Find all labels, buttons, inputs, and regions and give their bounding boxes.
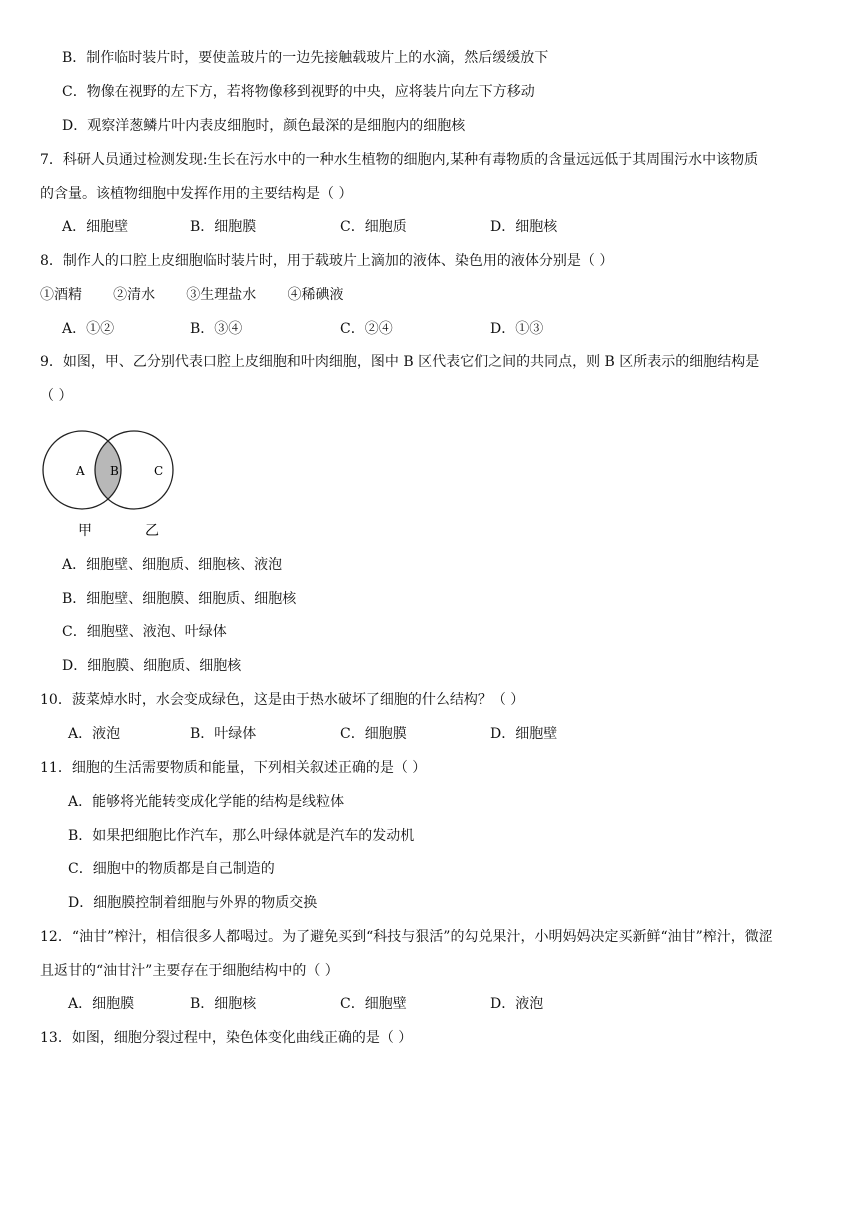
q10-stem: 10．菠菜焯水时，水会变成绿色，这是由于热水破坏了细胞的什么结构？（ ）	[40, 692, 525, 708]
q11-option-b: B．如果把细胞比作汽车，那么叶绿体就是汽车的发动机	[68, 828, 415, 844]
q7-stem-line1: 7．科研人员通过检测发现:生长在污水中的一种水生植物的细胞内,某种有毒物质的含量远远低于其周围污水中该物质	[40, 152, 759, 168]
venn-label-b: B	[110, 464, 119, 478]
q10-option-d: D．细胞壁	[490, 726, 558, 742]
venn-name-right: 乙	[145, 523, 159, 539]
q12-option-c: C．细胞壁	[340, 996, 407, 1012]
q7-option-a: A．细胞壁	[62, 219, 129, 235]
q10-option-c: C．细胞膜	[340, 726, 407, 742]
q9-option-c: C．细胞壁、液泡、叶绿体	[62, 624, 227, 640]
q8-option-b: B．③④	[190, 321, 243, 337]
q6-option-c: C．物像在视野的左下方，若将物像移到视野的中央，应将装片向左下方移动	[62, 84, 535, 100]
q6-option-b: B．制作临时装片时，要使盖玻片的一边先接触载玻片上的水滴，然后缓缓放下	[62, 50, 549, 66]
q7-option-d: D．细胞核	[490, 219, 558, 235]
venn-label-a: A	[76, 464, 85, 478]
venn-name-left: 甲	[78, 523, 92, 539]
q9-stem-line1: 9．如图，甲、乙分别代表口腔上皮细胞和叶肉细胞，图中 B 区代表它们之间的共同点，则 B 区所表示的细胞结构是	[40, 354, 760, 370]
q11-option-c: C．细胞中的物质都是自己制造的	[68, 861, 275, 877]
q12-stem-line2: 且返甘的“油甘汁”主要存在于细胞结构中的（ ）	[40, 963, 339, 979]
q9-option-b: B．细胞壁、细胞膜、细胞质、细胞核	[62, 591, 297, 607]
venn-label-c: C	[154, 464, 164, 478]
q9-stem-line2: （ ）	[40, 388, 73, 404]
q8-option-c: C．②④	[340, 321, 393, 337]
q12-stem-line1: 12．“油甘”榨汁，相信很多人都喝过。为了避免买到“科技与狠活”的勾兑果汁，小明妈妈决定买新鲜“油甘”榨汁，微涩	[40, 929, 773, 945]
q7-option-b: B．细胞膜	[190, 219, 257, 235]
q6-option-d: D．观察洋葱鳞片叶内表皮细胞时，颜色最深的是细胞内的细胞核	[62, 118, 466, 134]
q8-option-d: D．①③	[490, 321, 544, 337]
q8-items: ①酒精 ②清水 ③生理盐水 ④稀碘液	[40, 287, 344, 303]
q7-option-c: C．细胞质	[340, 219, 407, 235]
q10-option-a: A．液泡	[68, 726, 121, 742]
q8-stem: 8．制作人的口腔上皮细胞临时装片时，用于载玻片上滴加的液体、染色用的液体分别是（ ）	[40, 253, 614, 269]
q8-options	[0, 319, 860, 339]
q10-options	[0, 724, 860, 744]
q11-option-a: A．能够将光能转变成化学能的结构是线粒体	[68, 794, 345, 810]
q8-option-a: A．①②	[62, 321, 115, 337]
q11-option-d: D．细胞膜控制着细胞与外界的物质交换	[68, 895, 318, 911]
q9-option-a: A．细胞壁、细胞质、细胞核、液泡	[62, 557, 283, 573]
venn-diagram	[40, 420, 200, 545]
q12-option-b: B．细胞核	[190, 996, 257, 1012]
q12-option-a: A．细胞膜	[68, 996, 135, 1012]
q7-stem-line2: 的含量。该植物细胞中发挥作用的主要结构是（ ）	[40, 186, 353, 202]
q10-option-b: B．叶绿体	[190, 726, 257, 742]
q9-option-d: D．细胞膜、细胞质、细胞核	[62, 658, 242, 674]
q12-options	[0, 994, 860, 1014]
q7-options	[0, 217, 860, 237]
q13-stem: 13．如图，细胞分裂过程中，染色体变化曲线正确的是（ ）	[40, 1030, 413, 1046]
q11-stem: 11．细胞的生活需要物质和能量，下列相关叙述正确的是（ ）	[40, 760, 427, 776]
q12-option-d: D．液泡	[490, 996, 544, 1012]
